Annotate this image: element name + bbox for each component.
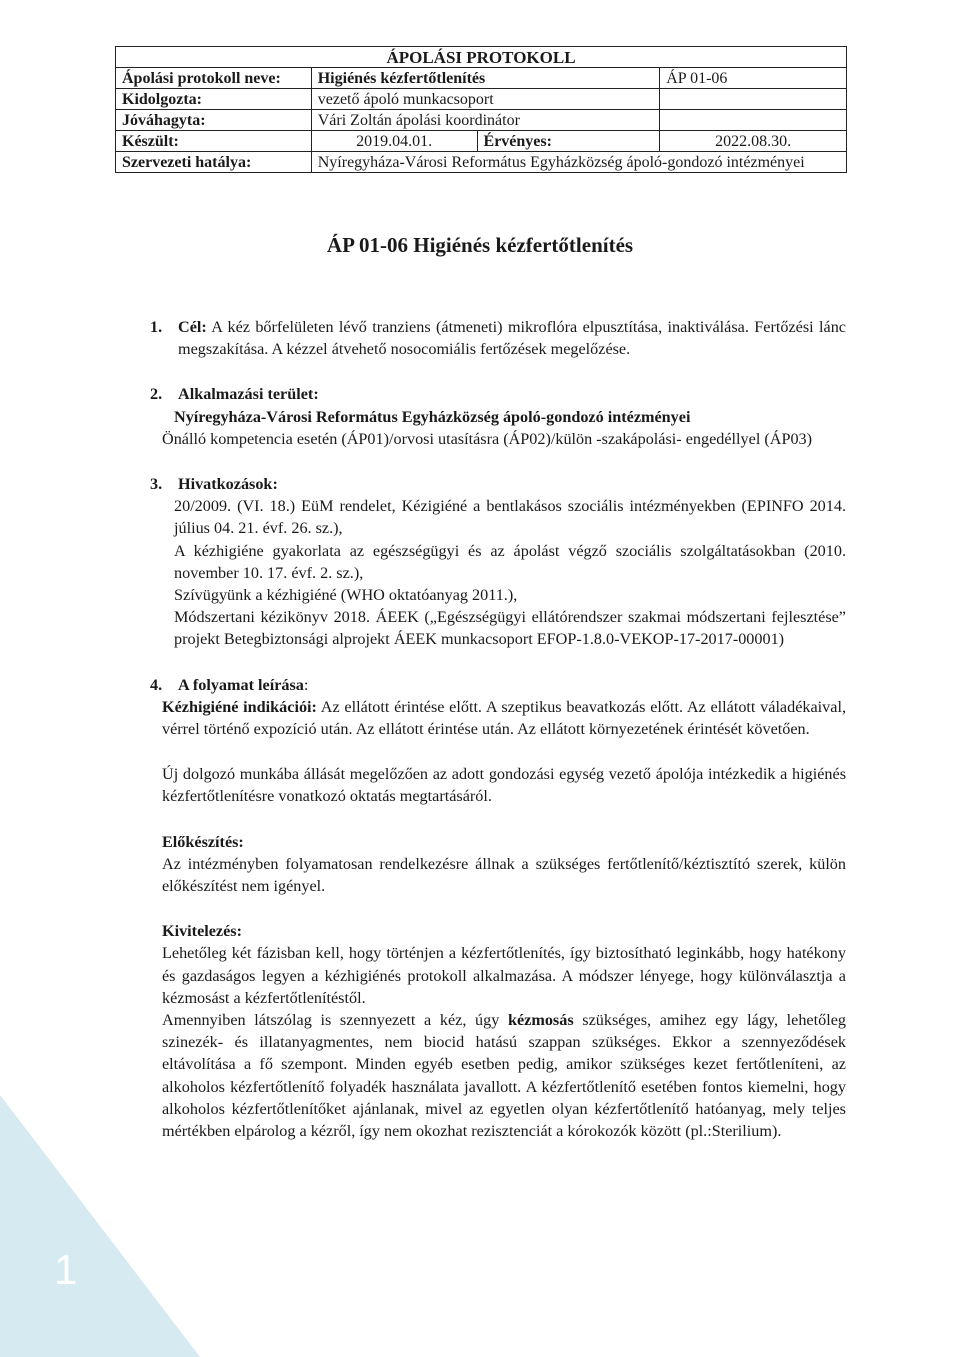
section-number: 1. <box>150 318 163 336</box>
indications-text: Az ellátott érintése előtt. A szeptikus beavatkozás előtt. Az ellátott váladékaival, vérrel történő expozíció után. Az ellátott érintése után. Az ellátott környezetének érintését követően. <box>162 697 846 739</box>
section-goal <box>150 316 846 360</box>
created-value: 2019.04.01. <box>311 131 477 152</box>
protocol-code: ÁP 01-06 <box>660 68 847 89</box>
created-label: Készült: <box>116 131 312 152</box>
approved-label: Jóváhagyta: <box>116 110 312 131</box>
section-references <box>150 473 846 495</box>
scope-heading: Alkalmazási terület: <box>178 385 319 404</box>
section-number: 3. <box>150 475 163 494</box>
execution-text-2a: Amennyiben látszólag is szennyezett a kéz, úgy <box>162 1011 508 1030</box>
process-heading: A folyamat leírása <box>178 675 304 694</box>
goal-text: A kéz bőrfelületen lévő tranziens (átmeneti) mikroflóra elpusztítása, inaktiválása. Fertőzési lánc megszakítása. A kézzel átvehető nosocomiális fertőzések megelőzése. <box>178 318 846 359</box>
document-title: ÁP 01-06 Higiénés kézfertőtlenítés <box>326 233 634 257</box>
valid-label: Érvényes: <box>477 131 660 152</box>
name-label: Ápolási protokoll neve: <box>116 68 312 89</box>
execution-label: Kivitelezés: <box>162 922 242 941</box>
section-number: 2. <box>150 385 163 404</box>
handwash-emphasis: kézmosás <box>507 1011 574 1030</box>
scope-label: Szervezeti hatálya: <box>116 152 312 173</box>
indications-label: Kézhigiéné indikációi: <box>162 697 317 716</box>
name-value: Higiénés kézfertőtlenítés <box>311 68 660 89</box>
reference-item: Módszertani kézikönyv 2018. ÁEEK („Egészségügyi ellátórendszer szakmai módszertani fejlesztése” projekt Betegbiztonsági alprojekt ÁEEK munkacsoport EFOP-1.8.0-VEKOP-17-2017-00001) <box>174 608 846 649</box>
process-heading-colon: : <box>303 675 309 694</box>
valid-value: 2022.08.30. <box>660 131 847 152</box>
reference-item: 20/2009. (VI. 18.) EüM rendelet, Kézigiéné a bentlakásos szociális intézményekben (EPINFO 2014. július 04. 21. évf. 26. sz.), <box>174 497 846 538</box>
scope-text: Önálló kompetencia esetén (ÁP01)/orvosi utasításra (ÁP02)/külön -szakápolási- engedéllyel (ÁP03) <box>162 429 813 448</box>
reference-item: A kézhigiéne gyakorlata az egészségügyi és az ápolást végző szociális szolgáltatásokban (2010. november 10. 17. évf. 2. sz.), <box>174 541 846 582</box>
execution-text-2 <box>162 1009 846 1142</box>
page-number: 1 <box>54 1246 78 1293</box>
preparation-text: Az intézményben folyamatosan rendelkezésre állnak a szükséges fertőtlenítő/kéztisztító szerek, külön előkészítést nem igényel. <box>162 854 846 896</box>
references-list <box>150 495 846 650</box>
author-label: Kidolgozta: <box>116 89 312 110</box>
scope-value: Nyíregyháza-Városi Református Egyházközség ápoló-gondozó intézményei <box>311 152 846 173</box>
new-staff-text: Új dolgozó munkába állását megelőzően az adott gondozási egység vezető ápolója intézkedik a higiénés kézfertőtlenítésre vonatkozó oktatás megtartásáról. <box>162 765 846 806</box>
section-process <box>150 674 846 696</box>
approved-empty-cell <box>660 110 847 131</box>
document-body <box>150 316 846 1142</box>
reference-item: Szívügyünk a kézhigiéné (WHO oktatóanyag 2011.), <box>174 586 518 605</box>
author-empty-cell <box>660 89 847 110</box>
section-number: 4. <box>150 675 163 694</box>
protocol-title: ÁPOLÁSI PROTOKOLL <box>116 47 847 68</box>
goal-label: Cél: <box>178 318 207 336</box>
execution-text-1: Lehetőleg két fázisban kell, hogy történjen a kézfertőtlenítés, így biztosítható leginkább, hogy hatékony és gazdaságos legyen a kézhigiénés protokoll alkalmazása. A módszer lényege, hogy különválasztja a kézmosást a kézfertőtlenítéstől. <box>162 944 846 1007</box>
section-scope <box>150 383 846 405</box>
preparation-label: Előkészítés: <box>162 832 244 851</box>
scope-organization: Nyíregyháza-Városi Református Egyházközség ápoló-gondozó intézményei <box>174 407 691 426</box>
execution-text-2c: szükséges, amihez egy lágy, lehetőleg szinezék- és illatanyagmentes, nem biocid hatású szappan szükséges. Ekkor a szennyeződések eltávolítása a fő szempont. Minden egyéb esetben pedig, amikor szükséges kezet fertőtleníteni, az alkoholos kézfertőtlenítő folyadék használata javallott. A kézfertőtlenítő esetében fontos kiemelni, hogy alkoholos kézfertőtlenítőket ajánlanak, mivel az egyetlen olyan kézfertőtlenítő hatóanyag, mely teljes mértékben elpárolog a kézről, így nem okozhat rezisztenciát a kórokozók között (pl.:Sterilium). <box>162 1011 846 1141</box>
process-content <box>150 696 846 1142</box>
references-heading: Hivatkozások: <box>178 475 278 494</box>
approved-value: Vári Zoltán ápolási koordinátor <box>311 110 660 131</box>
protocol-header-table <box>115 46 847 173</box>
author-value: vezető ápoló munkacsoport <box>311 89 660 110</box>
